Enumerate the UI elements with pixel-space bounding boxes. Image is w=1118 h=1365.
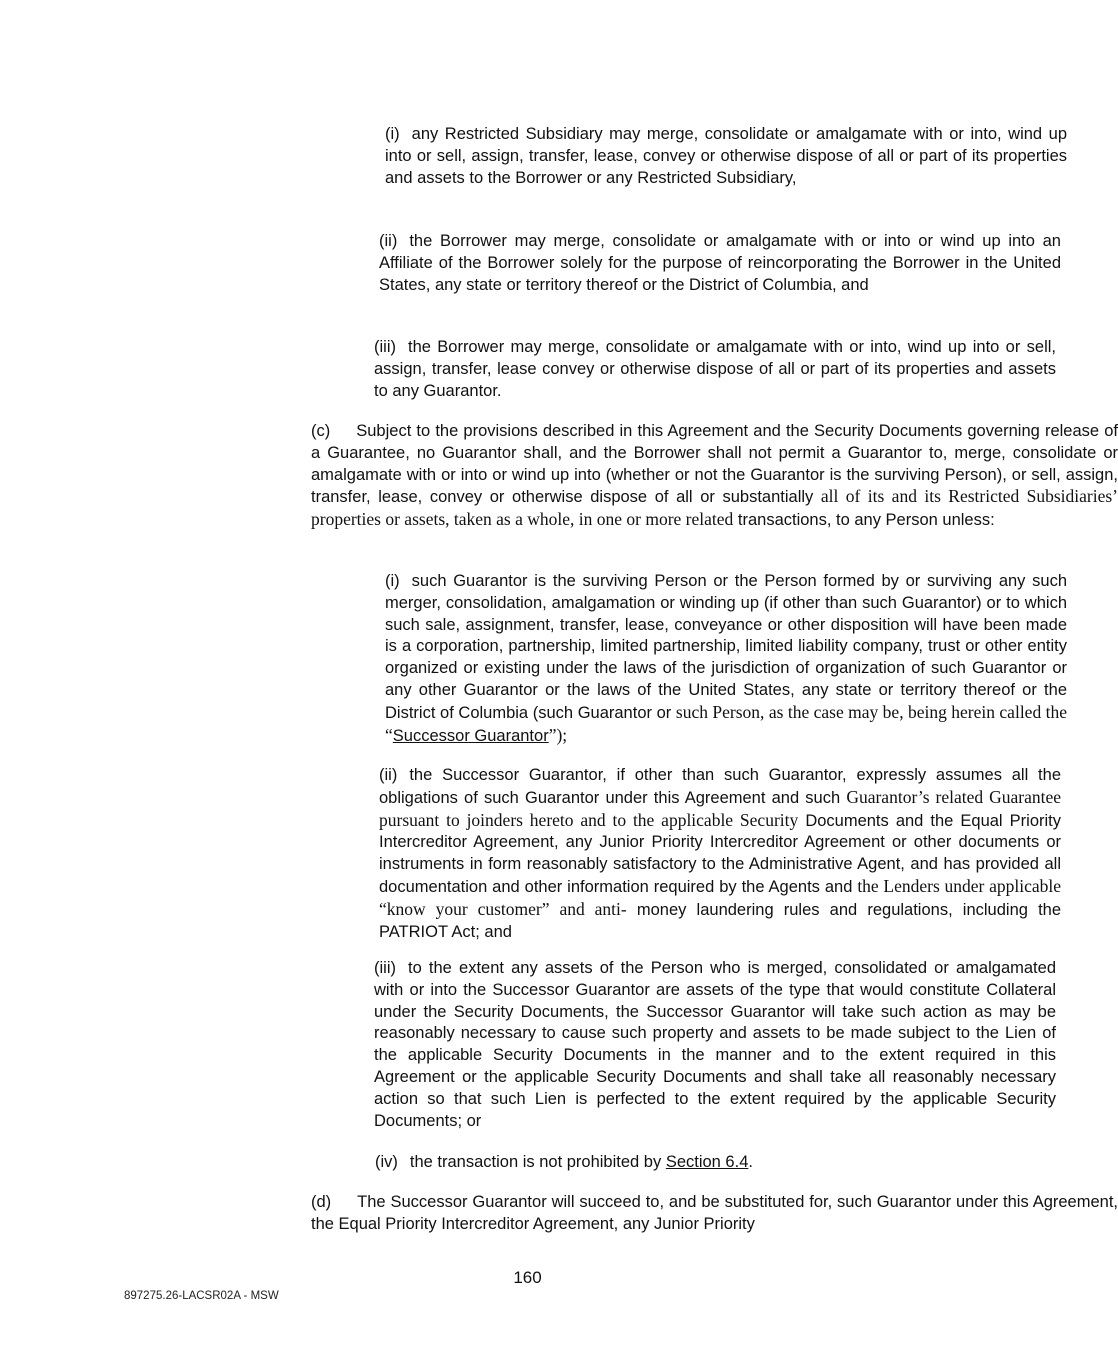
section-c [124, 421, 1118, 532]
section-label: (d) [311, 1193, 332, 1211]
clause-text: such Guarantor is the surviving Person or the Person formed by or surviving any such merger, consolidation, amalgamation or winding up (if other than such Guarantor) or to which such sale, assignment, transfer, lease, conveyance or other disposition will have been made is a corporation, partnership, limited partnership, limited liability company, trust or other entity organized or existing under the laws of the jurisdiction of organization of such Guarantor or any other Guarantor or the laws of the United States, any state or territory thereof or the District of Columbia (such Guarantor or [385, 572, 1067, 722]
section-label: (c) [311, 422, 331, 440]
clause-b-iii [187, 337, 1056, 402]
defined-term: Successor Guarantor [392, 726, 549, 745]
clause-text-serif: such Person, as the case may be, being herein called the “ [385, 701, 1067, 745]
clause-c-iii [187, 958, 1056, 1132]
clause-text-cont: Documents and the Equal Priority Intercreditor Agreement, any Junior Priority Intercreditor Agreement or other documents or instruments in form reasonably satisfactory to the Administrative Agent, and has provided all documentation and other information required by the Agents and [379, 811, 1061, 896]
clause-label: (ii) [379, 766, 398, 784]
clause-text: the Borrower may merge, consolidate or amalgamate with or into, wind up into or sell, assign, transfer, lease convey or otherwise dispose of all or part of its properties and assets to any Guarantor. [374, 338, 1056, 400]
page-number: 160 [513, 1268, 542, 1287]
clause-label: (i) [385, 125, 400, 143]
clause-text: the Borrower may merge, consolidate or amalgamate with or into or wind up into an Affiliate of the Borrower solely for the purpose of reincorporating the Borrower in the United States, any state or territory thereof or the District of Columbia, and [379, 232, 1061, 294]
document-id: 897275.26-LACSR02A - MSW [124, 1290, 279, 1302]
clause-text: the Successor Guarantor, if other than such Guarantor, expressly assumes all the obligations of such Guarantor under this Agreement and such [379, 766, 1061, 807]
section-text-serif: all of its and its Restricted Subsidiaries’ properties or assets, taken as a whole, in one or more related [311, 486, 1118, 530]
clause-label: (iii) [374, 338, 396, 356]
clause-b-i [187, 124, 1067, 189]
clause-label: (i) [385, 572, 400, 590]
clause-label: (iv) [375, 1153, 398, 1171]
clause-text: the transaction is not prohibited by [409, 1153, 666, 1171]
clause-c-i [187, 571, 1067, 747]
clause-text: to the extent any assets of the Person who is merged, consolidated or amalgamated with or into the Successor Guarantor are assets of the type that would constitute Collateral under the Security Documents, the Successor Guarantor will take such action as may be reasonably necessary to cause such property and assets to be made subject to the Lien of the applicable Security Documents in the manner and to the extent required in this Agreement or the applicable Security Documents and shall take all reasonably necessary action so that such Lien is perfected to the extent required by the applicable Security Documents; or [374, 959, 1056, 1130]
clause-c-iv [187, 1152, 1057, 1174]
clause-text-serif-2: the Lenders under applicable “know your customer” and anti- [379, 875, 1061, 919]
clause-c-ii [187, 765, 1061, 943]
section-reference-link[interactable]: Section 6.4 [665, 1153, 749, 1171]
clause-text: any Restricted Subsidiary may merge, consolidate or amalgamate with or into, wind up into or sell, assign, transfer, lease, convey or otherwise dispose of all or part of its properties and assets to the Borrower or any Restricted Subsidiary, [385, 125, 1067, 187]
section-text: Subject to the provisions described in this Agreement and the Security Documents governing release of a Guarantee, no Guarantor shall, and the Borrower shall not permit a Guarantor to, merge, consolidate or amalgamate with or into or wind up into (whether or not the Guarantor is the surviving Person), or sell, assign, transfer, lease, convey or otherwise dispose of all or substantially [311, 422, 1118, 507]
section-text-end: transactions, to any Person unless: [737, 511, 995, 530]
clause-b-ii [187, 231, 1061, 296]
clause-text-end: . [748, 1153, 753, 1171]
clause-text-end: money laundering rules and regulations, including the PATRIOT Act; and [379, 900, 1062, 941]
section-text: The Successor Guarantor will succeed to, and be substituted for, such Guarantor under this Agreement, the Equal Priority Intercreditor Agreement, any Junior Priority [311, 1193, 1118, 1233]
section-d [124, 1192, 1118, 1236]
clause-label: (iii) [374, 959, 396, 977]
clause-text-close: ”); [548, 724, 568, 745]
clause-text-serif: Guarantor’s related Guarantee pursuant to joinders hereto and to the applicable Security [379, 786, 1061, 830]
clause-label: (ii) [379, 232, 398, 250]
